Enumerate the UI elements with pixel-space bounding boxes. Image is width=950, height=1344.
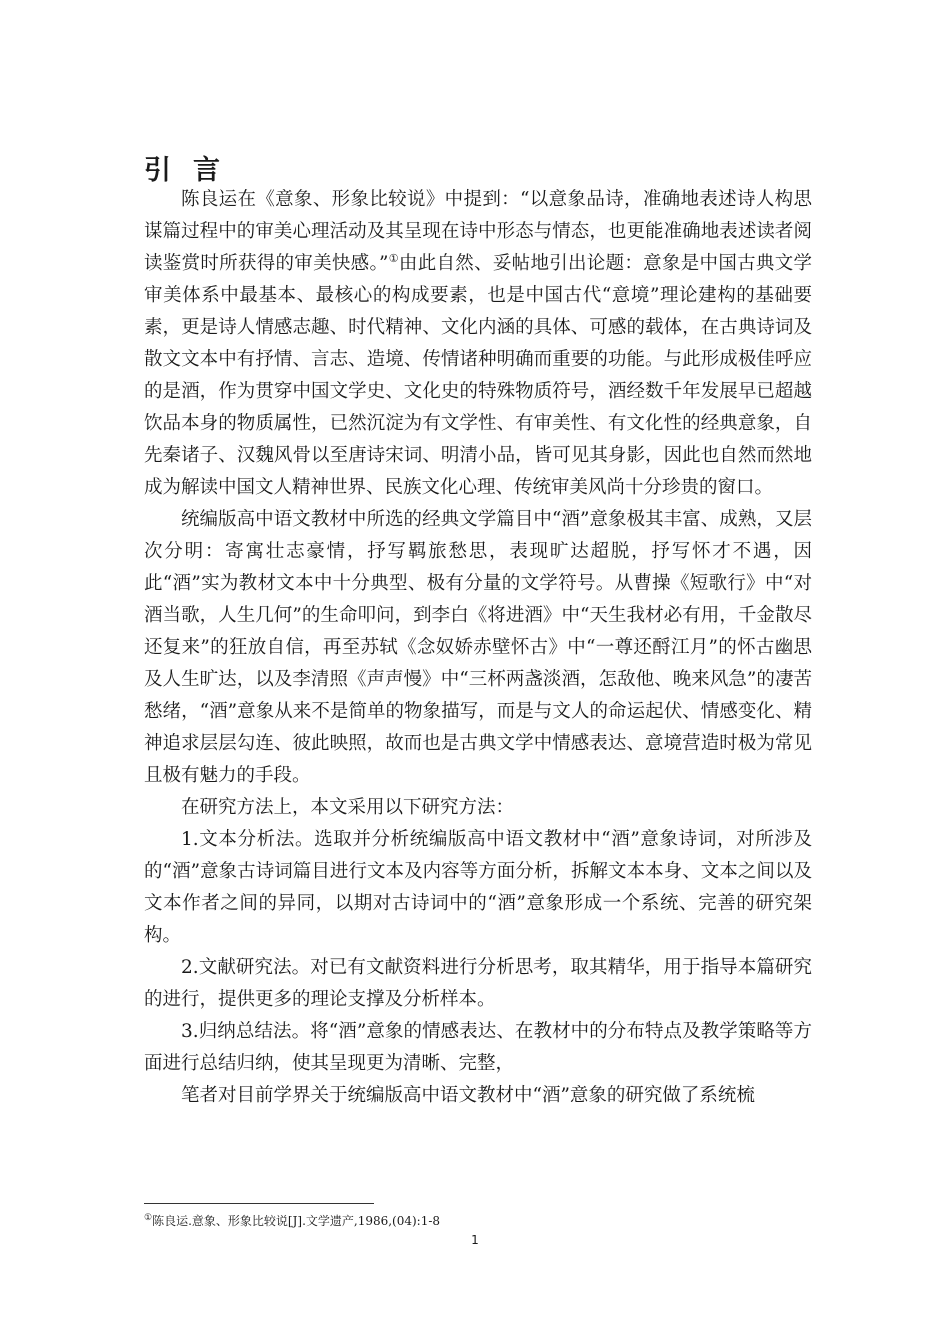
paragraph-methods-intro: 在研究方法上，本文采用以下研究方法： [181, 797, 515, 818]
paragraph-intro-text-before: 陈良运在《意象、形象比较说》中提到：“以意象品诗，准确地表述诗人构思谋篇过程中的审美心理活动及其呈现在诗中形态与情态，也更能准确地表述读者阅读鉴赏时所获得的审美快感。” [144, 189, 812, 274]
footnote-mark: ① [144, 1213, 153, 1223]
paragraph-method-induction: 3.归纳总结法。将“酒”意象的情感表达、在教材中的分布特点及教学策略等方面进行总结归纳，使其呈现更为清晰、完整， [144, 1021, 812, 1074]
paragraph-review: 笔者对目前学界关于统编版高中语文教材中“酒”意象的研究做了系统梳 [181, 1085, 755, 1106]
section-heading: 引言 [144, 155, 242, 186]
footnote-reference[interactable]: ① [388, 251, 399, 265]
paragraph-method-text-analysis: 1.文本分析法。选取并分析统编版高中语文教材中“酒”意象诗词，对所涉及的“酒”意象古诗词篇目进行文本及内容等方面分析，拆解文本本身、文本之间以及文本作者之间的异同，以期对古诗词中的“酒”意象形成一个系统、完善的研究架构。 [144, 829, 812, 946]
footnote [144, 1213, 440, 1229]
paragraph-wine-imagery: 统编版高中语文教材中所选的经典文学篇目中“酒”意象极其丰富、成熟，又层次分明：寄寓壮志豪情，抒写羁旅愁思，表现旷达超脱，抒写怀才不遇，因此“酒”实为教材文本中十分典型、极有分量的文学符号。从曹操《短歌行》中“对酒当歌，人生几何”的生命叩问，到李白《将进酒》中“天生我材必有用，千金散尽还复来”的狂放自信，再至苏轼《念奴娇赤壁怀古》中“一尊还酹江月”的怀古幽思及人生旷达，以及李清照《声声慢》中“三杯两盏淡酒，怎敌他、晚来风急”的凄苦愁绪，“酒”意象从来不是简单的物象描写，而是与文人的命运起伏、情感变化、精神追求层层勾连、彼此映照，故而也是古典文学中情感表达、意境营造时极为常见且极有魅力的手段。 [144, 509, 812, 786]
body-text [144, 184, 812, 1112]
paragraph-intro [144, 184, 812, 504]
page-number: 1 [471, 1233, 479, 1247]
paragraph-intro-text-after: 由此自然、妥帖地引出论题：意象是中国古典文学审美体系中最基本、最核心的构成要素，也是中国古代“意境”理论建构的基础要素，更是诗人情感志趣、时代精神、文化内涵的具体、可感的载体，在古典诗词及散文文本中有抒情、言志、造境、传情诸种明确而重要的功能。与此形成极佳呼应的是酒，作为贯穿中国文学史、文化史的特殊物质符号，酒经数千年发展早已超越饮品本身的物质属性，已然沉淀为有文学性、有审美性、有文化性的经典意象，自先秦诸子、汉魏风骨以至唐诗宋词、明清小品，皆可见其身影，因此也自然而然地成为解读中国文人精神世界、民族文化心理、传统审美风尚十分珍贵的窗口。 [144, 253, 812, 498]
footnote-text: 陈良运.意象、形象比较说[J].文学遗产,1986,(04):1-8 [152, 1214, 441, 1228]
paragraph-method-literature-research: 2.文献研究法。对已有文献资料进行分析思考，取其精华，用于指导本篇研究的进行，提供更多的理论支撑及分析样本。 [144, 957, 812, 1010]
footnote-divider [144, 1203, 374, 1204]
